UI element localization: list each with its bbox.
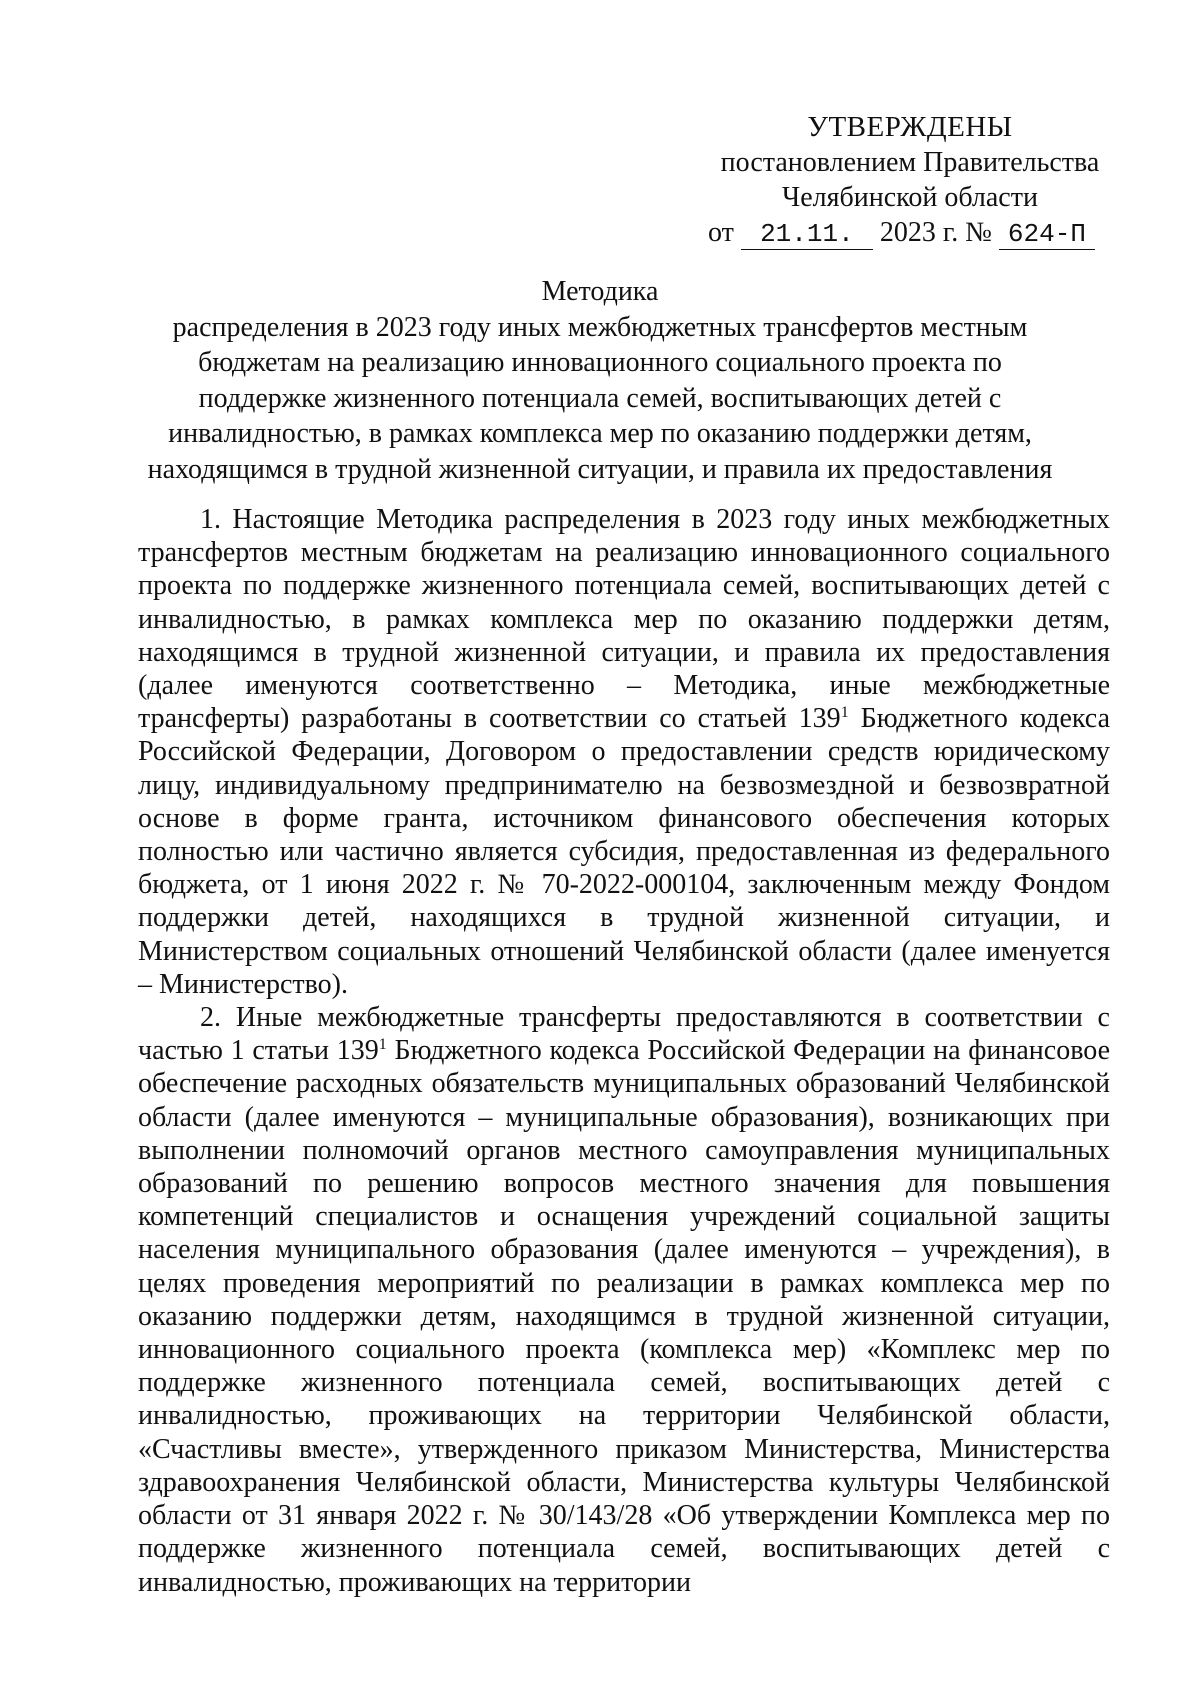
paragraph-2 [138, 1001, 1110, 1599]
paragraph-1-text-a: 1. Настоящие Методика распределения в 2023 году иных межбюджетных трансфертов местным бюджетам на реализацию инновационного социального проекта по поддержке жизненного потенциала семей, воспитывающих детей с инвалидностью, в рамках комплекса мер по оказанию поддержки детям, находящимся в трудной жизненной ситуации, и правила их предоставления (далее именуются соответственно – Методика, иные межбюджетные трансферты) разработаны в соответствии со статьей 139 [138, 504, 1110, 735]
document-title: Методика [541, 276, 659, 307]
date-year: 2023 г. [879, 217, 959, 248]
paragraph-2-text-b: Бюджетного кодекса Российской Федерации на финансовое обеспечение расходных обязательств муниципальных образований Челябинской области (далее именуются – муниципальные образования), возникающих при выполнении полномочий органов местного самоуправления муниципальных образований по решению вопросов местного значения для повышения компетенций специалистов и оснащения учреждений социальной защиты населения муниципального образования (далее именуются – учреждения), в целях проведения мероприятий по реализации в рамках комплекса мер по оказанию поддержки детям, находящимся в трудной жизненной ситуации, инновационного социального проекта (комплекса мер) «Комплекс мер по поддержке жизненного потенциала семей, воспитывающих детей с инвалидностью, проживающих на территории Челябинской области, «Счастливы вместе», утвержденного приказом Министерства, Министерства здравоохранения Челябинской области, Министерства культуры Челябинской области от 31 января 2022 г. № 30/143/28 «Об утверждении Комплекса мер по поддержке жизненного потенциала семей, воспитывающих детей с инвалидностью, проживающих на территории [138, 1035, 1110, 1598]
approval-title: УТВЕРЖДЕНЫ [807, 111, 1013, 143]
paragraph-1-text-b: Бюджетного кодекса Российской Федерации, Договором о предоставлении средств юридическому лицу, индивидуальному предпринимателю на безвозмездной и безвозвратной основе в форме гранта, источником финансового обеспечения которых полностью или частично является субсидия, предоставленная из федерального бюджета, от 1 июня 2022 г. № 70-2022-000104, заключенным между Фондом поддержки детей, находящихся в трудной жизненной ситуации, и Министерством социальных отношений Челябинской области (далее именуется – Министерство). [138, 703, 1110, 1000]
approval-block [700, 110, 1120, 250]
paragraph-1 [138, 503, 1110, 1001]
paragraph-2-text-a: 2. Иные межбюджетные трансферты предоставляются в соответствии с частью 1 статьи 139 [138, 1002, 1110, 1067]
document-subtitle: распределения в 2023 году иных межбюджетных трансфертов местным бюджетам на реализацию инновационного социального проекта по поддержке жизненного потенциала семей, воспитывающих детей с инвалидностью, в рамках комплекса мер по оказанию поддержки детям, находящимся в трудной жизненной ситуации, и правила их предоставления [147, 311, 1053, 485]
number-sign: № [965, 217, 992, 248]
approval-line-1: постановлением Правительства [720, 147, 1100, 178]
number-value: 624-П [999, 219, 1095, 250]
approval-line-2: Челябинской области [782, 182, 1038, 213]
document-heading [140, 274, 1060, 487]
date-value: 21.11. [741, 219, 873, 250]
superscript: 1 [840, 704, 849, 722]
document-body [138, 503, 1110, 1599]
superscript: 1 [378, 1036, 387, 1054]
approval-date-line [700, 215, 1120, 250]
date-prefix: от [708, 217, 734, 248]
